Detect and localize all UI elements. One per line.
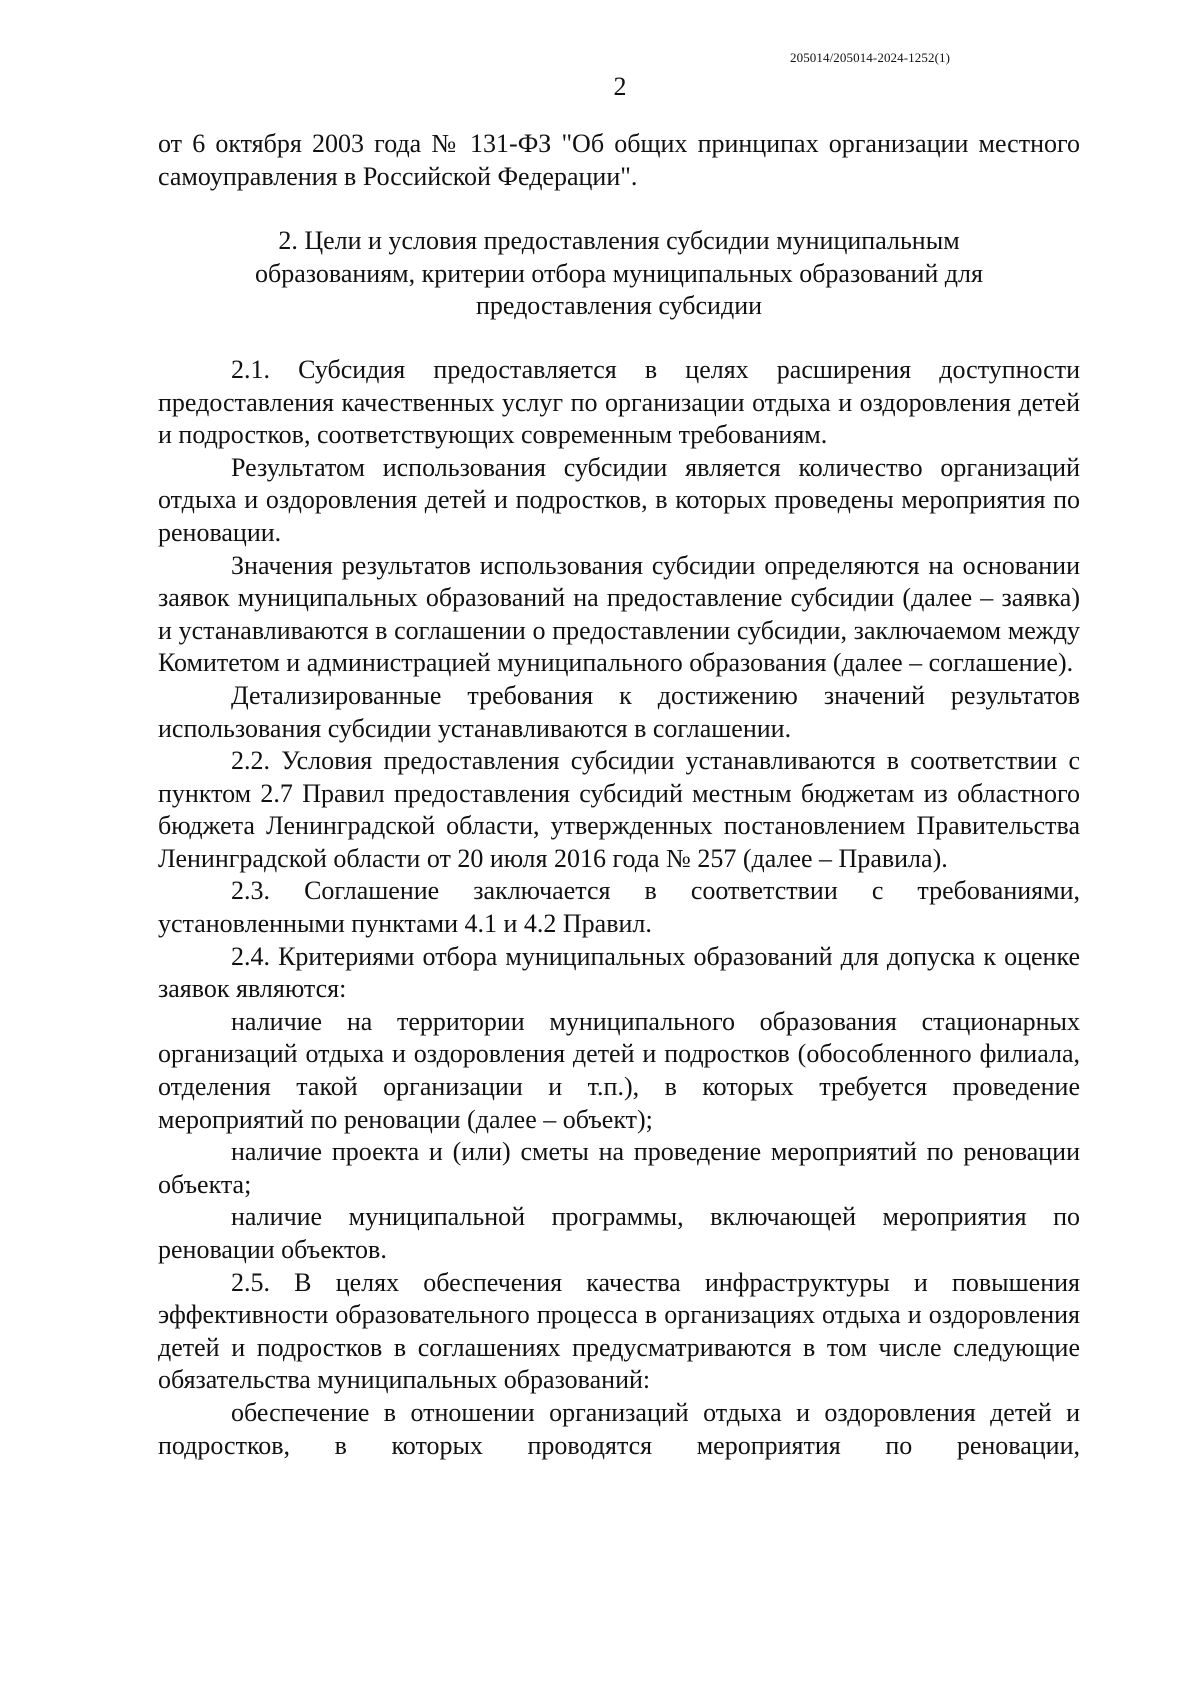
paragraph-2-1: 2.1. Субсидия предоставляется в целях расширения доступности предоставления качественных услуг по организации отдыха и оздоровления детей и подростков, соответствующих современным требованиям.: [158, 354, 1080, 450]
paragraph-2-3: 2.3. Соглашение заключается в соответствии с требованиями, установленными пунктами 4.1 и 4.2 Правил.: [158, 876, 1080, 939]
document-id: 205014/205014-2024-1252(1): [790, 50, 951, 65]
paragraph-2-4: 2.4. Критериями отбора муниципальных образований для допуска к оценке заявок являются:: [158, 941, 1080, 1004]
paragraph-2-5: 2.5. В целях обеспечения качества инфраструктуры и повышения эффективности образовательного процесса в организациях отдыха и оздоровления детей и подростков в соглашениях предусматриваются в том числе следующие обязательства муниципальных образований:: [158, 1267, 1080, 1395]
criterion-item: наличие проекта и (или) сметы на проведение мероприятий по реновации объекта;: [158, 1137, 1080, 1199]
paragraph-law-reference: от 6 октября 2003 года № 131-ФЗ "Об общих принципах организации местного самоуправления в Российской Федерации".: [158, 129, 1080, 191]
paragraph-2-2: 2.2. Условия предоставления субсидии устанавливаются в соответствии с пунктом 2.7 Правил предоставления субсидий местным бюджетам из областного бюджета Ленинградской области, утвержденных постановлением Правительства Ленинградской области от 20 июля 2016 года № 257 (далее – Правила).: [158, 746, 1080, 873]
obligation-item: обеспечение в отношении организаций отдыха и оздоровления детей и подростков, в которых проводятся мероприятия по реновации,: [158, 1397, 1080, 1460]
criterion-item: наличие на территории муниципального образования стационарных организаций отдыха и оздоровления детей и подростков (обособленного филиала, отделения такой организации и т.п.), в которых требуется проведение мероприятий по реновации (далее – объект);: [158, 1006, 1080, 1134]
document-body: [158, 128, 1080, 1462]
paragraph-result-values: Значения результатов использования субсидии определяются на основании заявок муниципальных образований на предоставление субсидии (далее – заявка) и устанавливаются в соглашении о предоставлении субсидии, заключаемом между Комитетом и администрацией муниципального образования (далее – соглашение).: [158, 550, 1080, 678]
page-number: 2: [613, 72, 627, 101]
paragraph-detailed-requirements: Детализированные требования к достижению значений результатов использования субсидии устанавливаются в соглашении.: [158, 680, 1080, 743]
section-heading: 2. Цели и условия предоставления субсидии муниципальным образованиям, критерии отбора муниципальных образований для предоставления субсидии: [255, 226, 983, 321]
paragraph-result: Результатом использования субсидии является количество организаций отдыха и оздоровления детей и подростков, в которых проведены мероприятия по реновации.: [158, 452, 1080, 547]
criterion-item: наличие муниципальной программы, включающей мероприятия по реновации объектов.: [158, 1202, 1080, 1264]
